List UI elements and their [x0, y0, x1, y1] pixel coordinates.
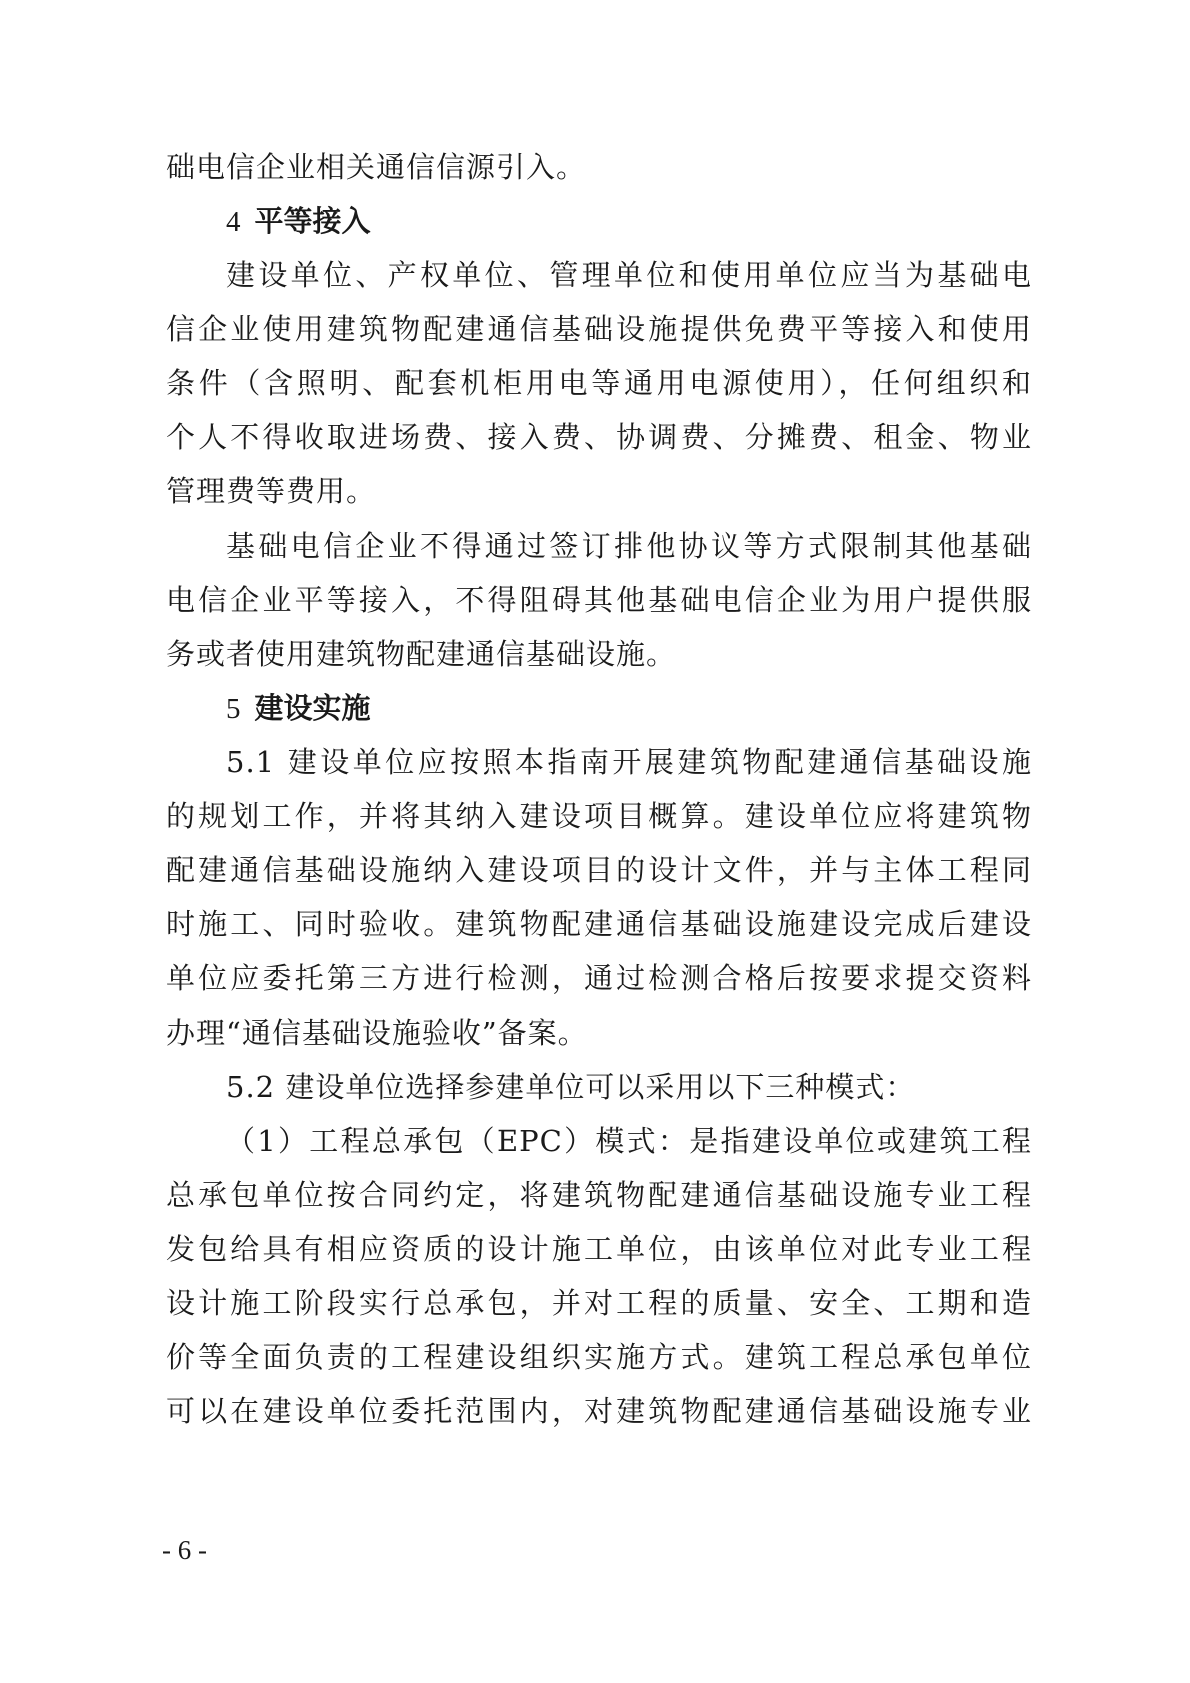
paragraph-line: 发包给具有相应资质的设计施工单位，由该单位对此专业工程 [166, 1232, 1032, 1266]
paragraph-line: 电信企业平等接入，不得阻碍其他基础电信企业为用户提供服 [166, 583, 1032, 617]
paragraph-line: 的规划工作，并将其纳入建设项目概算。建设单位应将建筑物 [166, 799, 1032, 833]
section-heading-5 [226, 679, 371, 737]
paragraph-line: 5.1 建设单位应按照本指南开展建筑物配建通信基础设施 [226, 745, 1032, 779]
paragraph-line: 信企业使用建筑物配建通信基础设施提供免费平等接入和使用 [166, 312, 1032, 346]
paragraph-line: 条件（含照明、配套机柜用电等通用电源使用），任何组织和 [166, 366, 1032, 400]
section-title: 建设实施 [254, 691, 371, 725]
paragraph-line: 时施工、同时验收。建筑物配建通信基础设施建设完成后建设 [166, 907, 1032, 941]
paragraph-line: 基础电信企业不得通过签订排他协议等方式限制其他基础 [226, 529, 1032, 563]
paragraph-line: 管理费等费用。 [166, 474, 377, 508]
section-heading-4 [226, 192, 371, 250]
page-number: - 6 - [162, 1535, 207, 1565]
paragraph-line: 5.2 建设单位选择参建单位可以采用以下三种模式： [226, 1070, 916, 1104]
text-line: 础电信企业相关通信信源引入。 [166, 150, 587, 184]
paragraph-line: 建设单位、产权单位、管理单位和使用单位应当为基础电 [226, 258, 1032, 292]
paragraph-line: 单位应委托第三方进行检测，通过检测合格后按要求提交资料 [166, 961, 1032, 995]
paragraph-line: 总承包单位按合同约定，将建筑物配建通信基础设施专业工程 [166, 1178, 1032, 1212]
section-number: 4 [226, 206, 241, 238]
paragraph-line: 个人不得收取进场费、接入费、协调费、分摊费、租金、物业 [166, 420, 1032, 454]
paragraph-line: 办理“通信基础设施验收”备案。 [166, 1016, 588, 1050]
paragraph-line: 设计施工阶段实行总承包，并对工程的质量、安全、工期和造 [166, 1286, 1032, 1320]
paragraph-line: （1）工程总承包（EPC）模式：是指建设单位或建筑工程 [226, 1124, 1032, 1158]
paragraph-line: 务或者使用建筑物配建通信基础设施。 [166, 637, 677, 671]
section-number: 5 [226, 693, 241, 725]
paragraph-line: 价等全面负责的工程建设组织实施方式。建筑工程总承包单位 [166, 1340, 1032, 1374]
section-title: 平等接入 [254, 204, 371, 238]
paragraph-line: 可以在建设单位委托范围内，对建筑物配建通信基础设施专业 [166, 1394, 1032, 1428]
paragraph-line: 配建通信基础设施纳入建设项目的设计文件，并与主体工程同 [166, 853, 1032, 887]
